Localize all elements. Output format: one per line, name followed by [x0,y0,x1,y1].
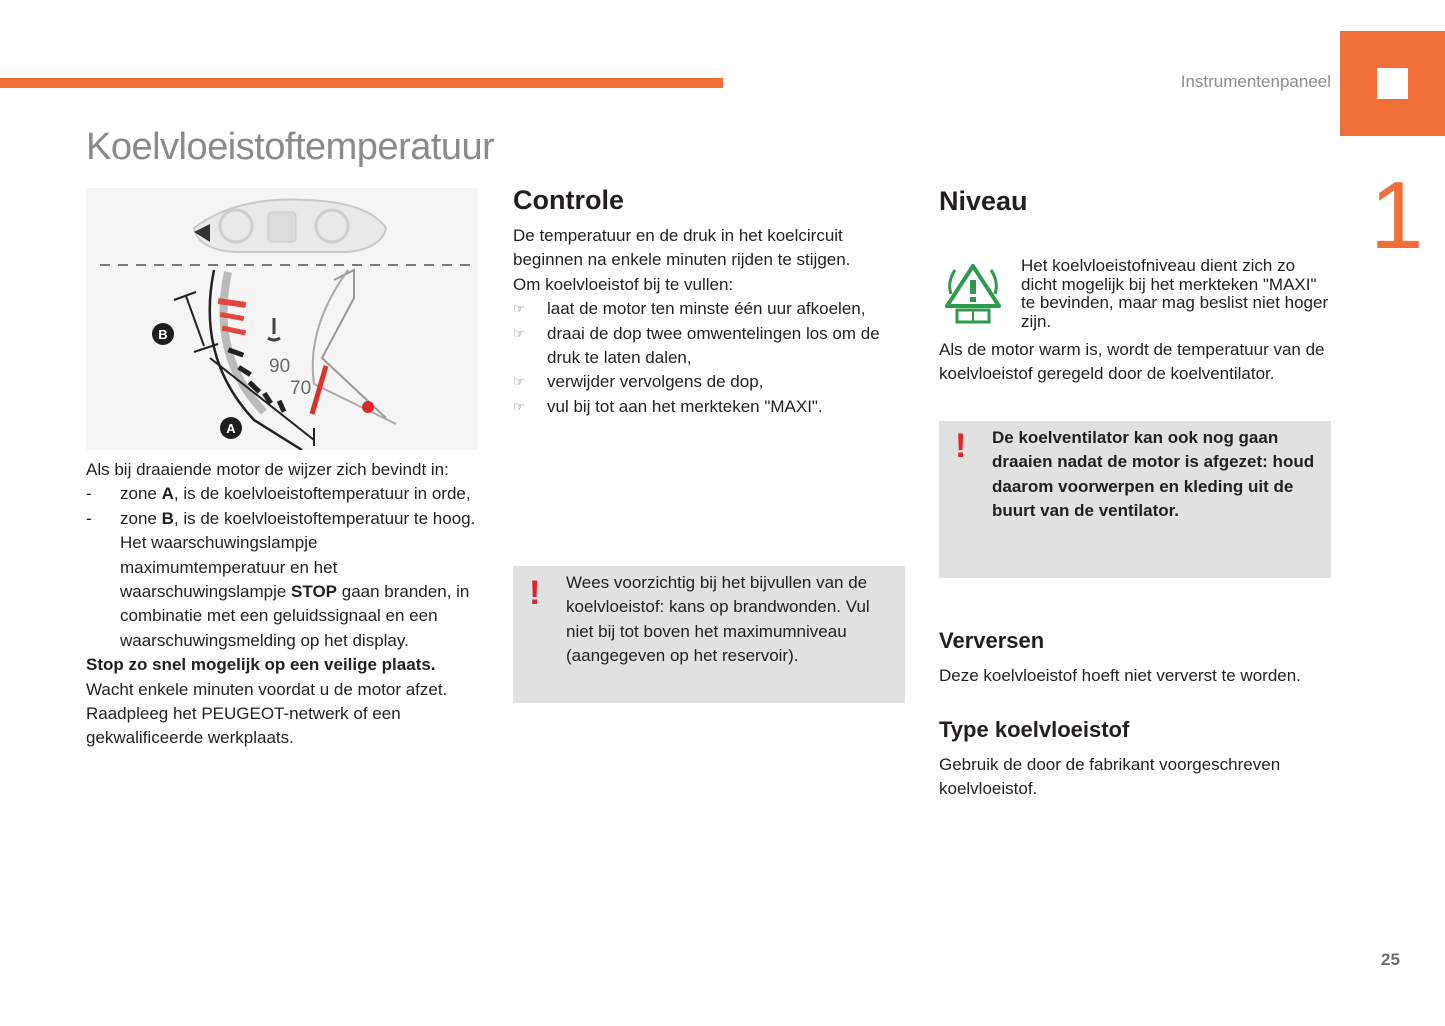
niveau-warning-text: De koelventilator kan ook nog gaan draaien nadat de motor is afgezet: houd daarom voorwerpen en kleding uit de buurt van de ventilator. [992,428,1315,521]
zone-b-item [86,507,486,653]
zone-b-letter: B [161,508,174,528]
type-heading: Type koelvloeistof [939,717,1130,742]
type-body: Gebruik de door de fabrikant voorgeschreven koelvloeistof. [939,755,1281,799]
gauge-zone-b: B [158,327,168,342]
zone-a-text: , is de koelvloeistoftemperatuur in orde, [173,484,471,504]
controle-body [513,224,905,419]
zone-a-item [86,482,486,506]
section-name: Instrumentenpaneel [1180,72,1331,91]
controle-heading: Controle [513,185,624,215]
stop-instruction: Stop zo snel mogelijk op een veilige plaats. [86,655,436,675]
controle-warning-box [513,566,905,703]
gauge-scale-90: 90 [269,356,291,377]
controle-step: ☞ laat de motor ten minste één uur afkoelen, [513,297,905,321]
verversen-body: Deze koelvloeistof hoeft niet ververst te worden. [939,666,1301,685]
page-number: 25 [1381,950,1400,969]
controle-warning-text: Wees voorzichtig bij het bijvullen van de koelvloeistof: kans op brandwonden. Vul niet bij tot boven het maximumniveau (aangegeven op het reservoir). [566,573,870,666]
controle-step: ☞ verwijder vervolgens de dop, [513,370,905,394]
niveau-heading: Niveau [939,186,1028,216]
gauge-zone-a: A [226,421,236,436]
controle-intro: De temperatuur en de druk in het koelcircuit beginnen na enkele minuten rijden te stijgen. [513,226,851,270]
pointing-hand-icon: ☞ [513,325,525,341]
niveau-body: Als de motor warm is, wordt de temperatuur van de koelvloeistof geregeld door de koelventilator. [939,340,1325,384]
coolant-gauge-illustration [86,188,478,450]
warning-icon: ! [529,574,541,612]
header-accent-bar [0,78,723,88]
left-intro: Als bij draaiende motor de wijzer zich bevindt in: [86,460,449,479]
coolant-level-icon [939,258,1007,326]
warning-icon: ! [955,427,967,465]
zone-b-text2: gaan branden, in combinatie met een geluidssignaal en een waarschuwingsmelding op het display. [120,582,470,650]
pointing-hand-icon: ☞ [513,301,525,317]
niveau-icon-note: Het koelvloeistofniveau dient zich zo dicht mogelijk bij het merkteken "MAXI" te bevinden, maar mag beslist niet hoger zijn. [1021,256,1329,331]
zone-b-text: , is de koelvloeistoftemperatuur te hoog. Het waarschuwingslampje maximumtemperatuur en het waarschuwingslampje [120,508,476,602]
zone-b-dash: - [86,508,92,528]
left-column-text [86,458,486,751]
chapter-tab-square [1377,68,1408,99]
closing-text: Wacht enkele minuten voordat u de motor afzet. Raadpleeg het PEUGEOT-netwerk of een gekwalificeerde werkplaats. [86,679,448,748]
coolant-gauge-drawing [86,188,478,450]
pointing-hand-icon: ☞ [513,374,525,390]
niveau-warning-box [939,421,1331,578]
zone-b-prefix: zone [120,508,162,528]
controle-step: ☞ vul bij tot aan het merkteken "MAXI". [513,395,905,419]
zone-a-dash: - [86,484,92,504]
gauge-scale-70: 70 [290,378,312,399]
pointing-hand-icon: ☞ [513,398,525,414]
zone-a-letter: A [161,484,174,504]
zone-a-prefix: zone [120,484,162,504]
stop-word: STOP [291,582,338,602]
controle-fill-intro: Om koelvloeistof bij te vullen: [513,274,734,294]
page-title: Koelvloeistoftemperatuur [86,126,495,168]
controle-step: ☞ draai de dop twee omwentelingen los om de druk te laten dalen, [513,322,905,371]
verversen-heading: Verversen [939,628,1045,653]
chapter-number: 1 [1370,162,1424,269]
